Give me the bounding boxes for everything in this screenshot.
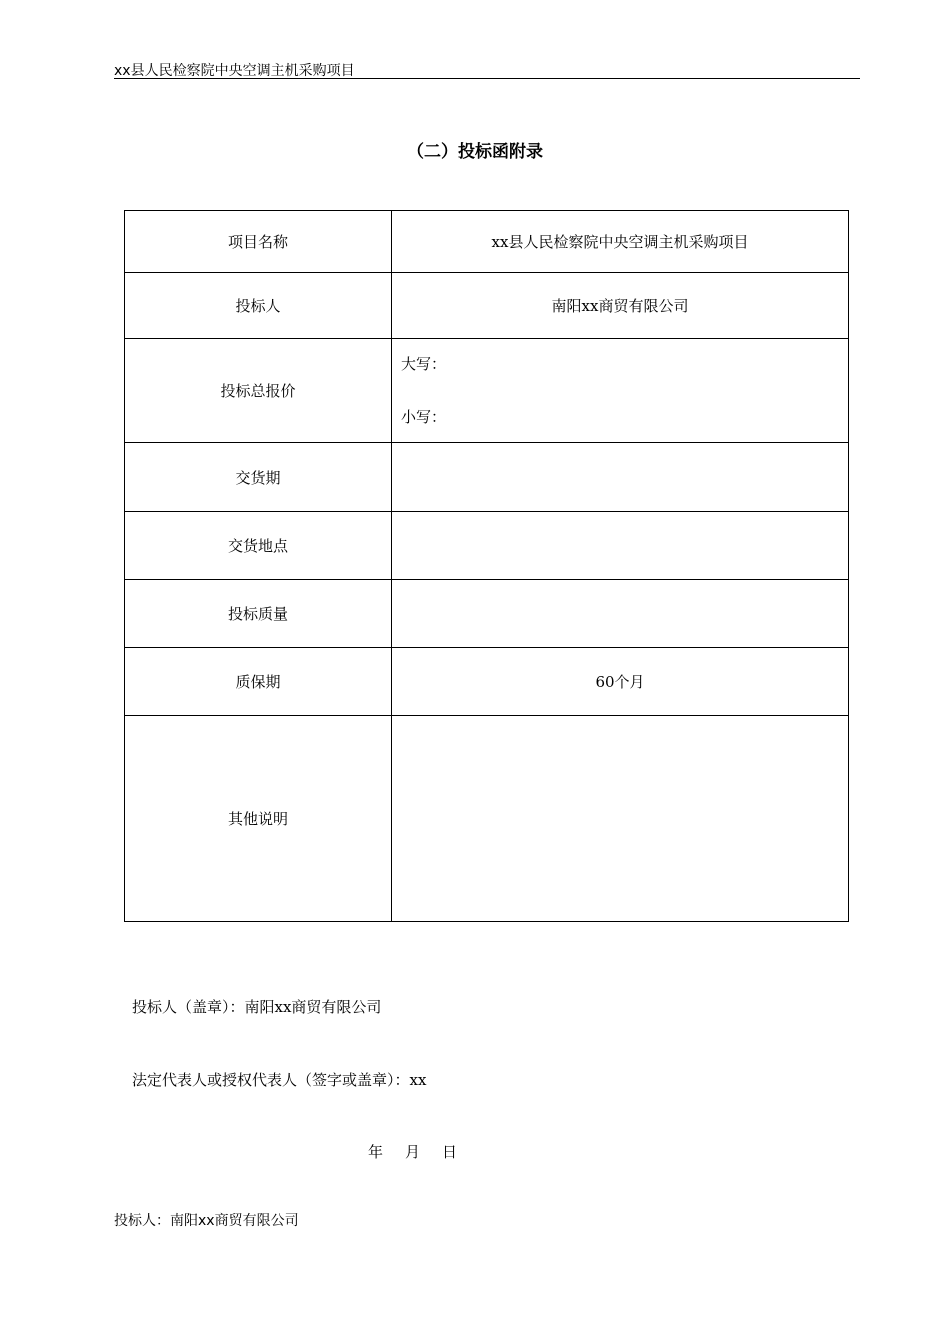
- total-price-label: 投标总报价: [125, 339, 392, 443]
- warranty-label: 质保期: [125, 648, 392, 716]
- delivery-place-value: [392, 512, 849, 580]
- price-uppercase: 大写：: [401, 355, 447, 373]
- table-row: [125, 512, 849, 580]
- header-rule: [114, 78, 860, 79]
- table-row: [125, 648, 849, 716]
- year-label: 年: [368, 1143, 384, 1161]
- delivery-place-label: 交货地点: [125, 512, 392, 580]
- representative-line: 法定代表人或授权代表人（签字或盖章）：xx: [132, 1071, 427, 1089]
- project-name-value: xx县人民检察院中央空调主机采购项目: [392, 211, 849, 273]
- month-label: 月: [405, 1143, 421, 1161]
- other-notes-label: 其他说明: [125, 716, 392, 922]
- bidder-value: 南阳xx商贸有限公司: [392, 273, 849, 339]
- quality-value: [392, 580, 849, 648]
- page-header: xx县人民检察院中央空调主机采购项目: [114, 63, 355, 79]
- bid-appendix-table: [124, 210, 849, 922]
- table-row: [125, 339, 849, 443]
- table-row: [125, 211, 849, 273]
- table-row: [125, 273, 849, 339]
- total-price-cell: [392, 339, 849, 443]
- price-lowercase: 小写：: [401, 408, 447, 426]
- quality-label: 投标质量: [125, 580, 392, 648]
- warranty-value: 60个月: [392, 648, 849, 716]
- bidder-seal-line: 投标人（盖章）：南阳xx商贸有限公司: [132, 998, 382, 1016]
- page-footer: 投标人：南阳xx商贸有限公司: [114, 1213, 299, 1229]
- delivery-period-value: [392, 443, 849, 512]
- section-title: （二）投标函附录: [407, 142, 543, 162]
- day-label: 日: [442, 1143, 458, 1161]
- bidder-label: 投标人: [125, 273, 392, 339]
- date-line: [368, 1141, 457, 1162]
- table-row: [125, 580, 849, 648]
- project-name-label: 项目名称: [125, 211, 392, 273]
- other-notes-value: [392, 716, 849, 922]
- delivery-period-label: 交货期: [125, 443, 392, 512]
- table-row: [125, 716, 849, 922]
- table-row: [125, 443, 849, 512]
